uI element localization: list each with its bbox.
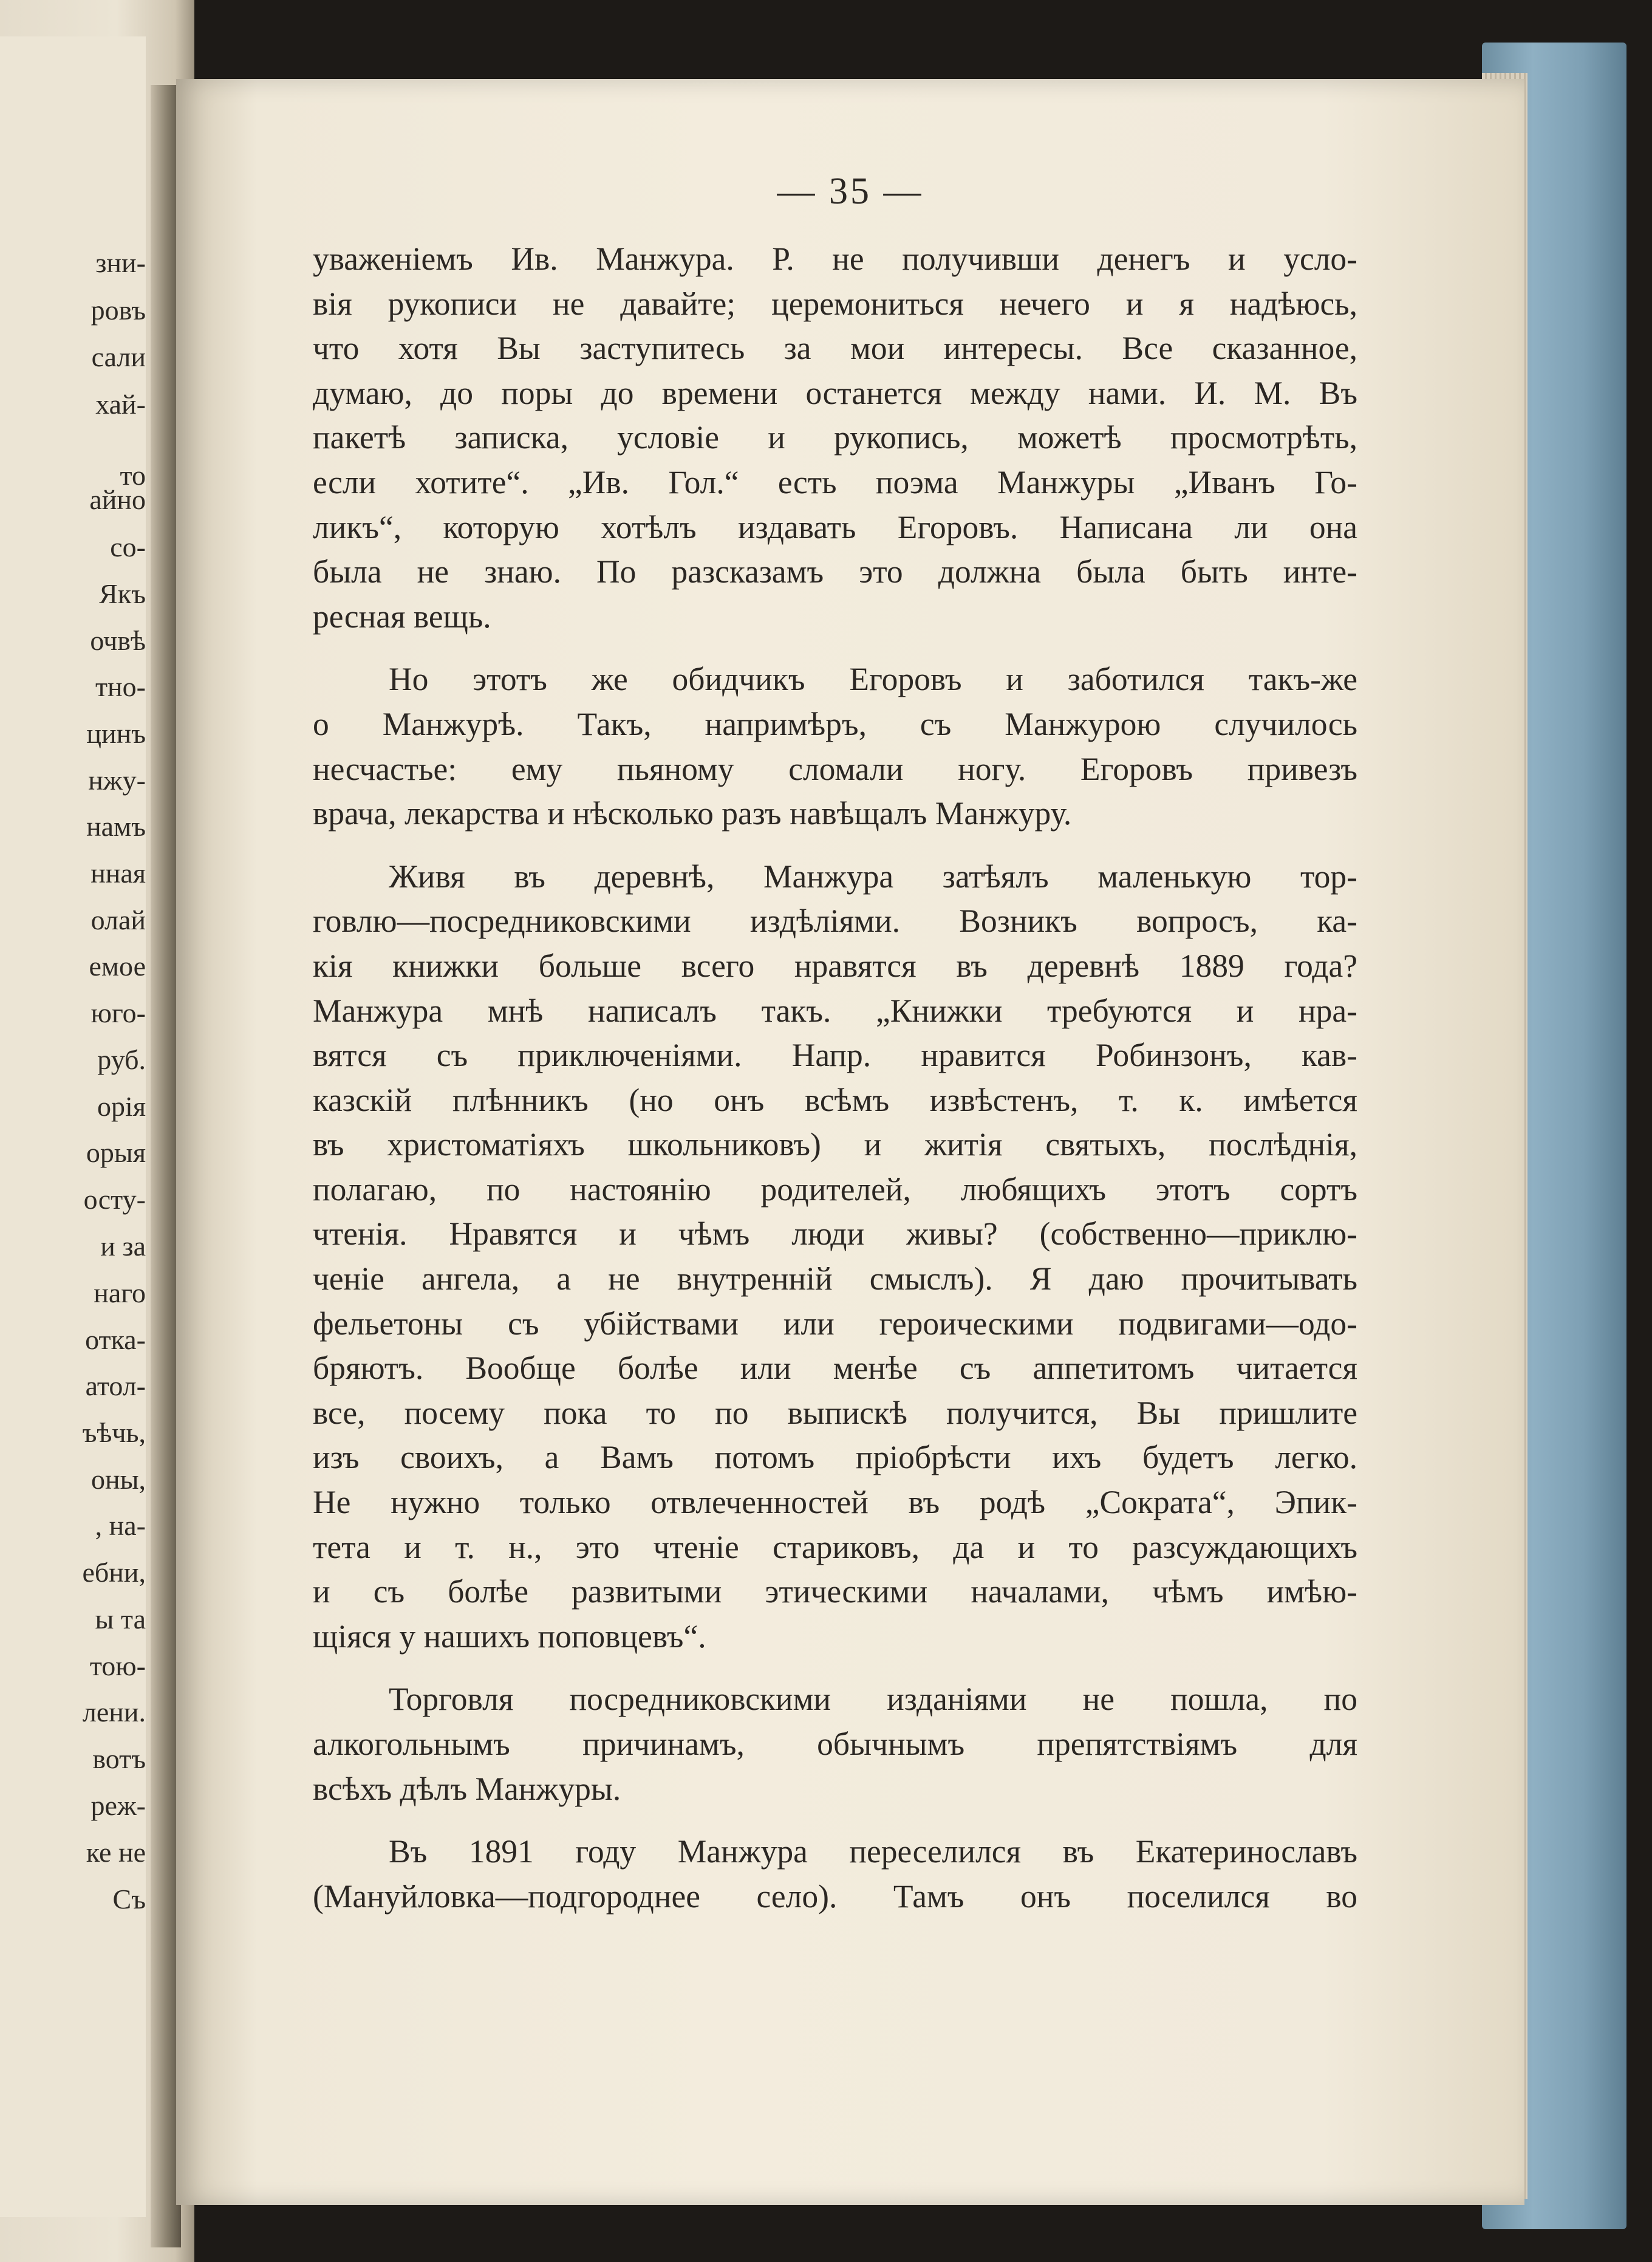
- left-page-fragment: оны,: [90, 1464, 146, 1495]
- text-line: ликъ“, которую хотѣлъ издавать Егоровъ. Написана ли она: [313, 508, 1357, 545]
- left-page-fragment: тно-: [95, 671, 146, 702]
- text-line: думаю, до поры до времени останется между нами. И. М. Въ: [313, 374, 1357, 411]
- text-line: въ христоматіяхъ школьниковъ) и житія святыхъ, послѣднія,: [313, 1126, 1357, 1163]
- left-page-fragment: то: [120, 460, 146, 491]
- left-page-fragment: руб.: [97, 1044, 146, 1075]
- text-line: пакетѣ записка, условіе и рукопись, можетѣ просмотрѣть,: [313, 419, 1357, 456]
- left-page-fragment: емое: [89, 951, 146, 982]
- left-page-fragment: цинъ: [86, 718, 146, 749]
- text-line: несчастье: ему пьяному сломали ногу. Егоровъ привезъ: [313, 750, 1357, 787]
- left-page-fragment: намъ: [86, 811, 146, 842]
- text-line: ченіе ангела, а не внутренній смыслъ). Я даю прочитывать: [313, 1260, 1357, 1297]
- text-line: изъ своихъ, а Вамъ потомъ пріобрѣсти ихъ будетъ легко.: [313, 1439, 1357, 1476]
- left-page-fragment: атол-: [85, 1370, 146, 1401]
- paragraph-gap: [313, 639, 1357, 657]
- text-line: о Манжурѣ. Такъ, напримѣръ, съ Манжурою случилось: [313, 705, 1357, 742]
- left-page-fragment: тою-: [89, 1650, 146, 1681]
- left-page-fragment: отка-: [85, 1324, 146, 1355]
- text-line: чтенія. Нравятся и чѣмъ люди живы? (собственно—приклю-: [313, 1215, 1357, 1252]
- left-page-fragment: Якъ: [99, 578, 146, 609]
- text-line: кія книжки больше всего нравятся въ деревнѣ 1889 года?: [313, 947, 1357, 984]
- left-page-fragment: сали: [91, 341, 146, 372]
- left-page-fragment: осту-: [83, 1184, 146, 1215]
- left-page-fragment: со-: [110, 531, 146, 562]
- left-page: [0, 0, 194, 2262]
- left-page-fragment: айно: [89, 484, 146, 515]
- paragraph-gap: [313, 1811, 1357, 1830]
- text-line: Манжура мнѣ написалъ такъ. „Книжки требуются и нра-: [313, 992, 1357, 1029]
- paragraph-gap: [313, 1659, 1357, 1677]
- left-page-fragment: Съ: [112, 1884, 146, 1915]
- text-line: фельетоны съ убійствами или героическими подвигами—одо-: [313, 1305, 1357, 1342]
- text-line: говлю—посредниковскими издѣліями. Возникъ вопросъ, ка-: [313, 903, 1357, 940]
- text-line: вятся съ приключеніями. Напр. нравится Робинзонъ, кав-: [313, 1037, 1357, 1074]
- text-line: что хотя Вы заступитесь за мои интересы. Все сказанное,: [313, 330, 1357, 367]
- text-line: Живя въ деревнѣ, Манжура затѣялъ маленькую тор-: [389, 858, 1357, 895]
- text-line: алкогольнымъ причинамъ, обычнымъ препятствіямъ для: [313, 1726, 1357, 1762]
- left-page-fragment: нжу-: [88, 765, 146, 796]
- left-page-fragment: олай: [90, 904, 146, 935]
- left-page-fragment: лени.: [82, 1696, 146, 1727]
- text-line: была не знаю. По разсказамъ это должна была быть инте-: [313, 553, 1357, 590]
- text-line: все, посему пока то по выпискѣ получится, Вы пришлите: [313, 1394, 1357, 1431]
- text-line: казскій плѣнникъ (но онъ всѣмъ извѣстенъ, т. к. имѣется: [313, 1081, 1357, 1118]
- text-line: щіяся у нашихъ поповцевъ“.: [313, 1618, 706, 1655]
- left-page-fragment: орыя: [86, 1137, 146, 1168]
- left-page-fragment: наго: [94, 1277, 146, 1308]
- text-line: Не нужно только отвлеченностей въ родѣ „Сократа“, Эпик-: [313, 1484, 1357, 1521]
- text-line: врача, лекарства и нѣсколько разъ навѣщалъ Манжуру.: [313, 795, 1072, 832]
- text-line: Но этотъ же обидчикъ Егоровъ и заботился такъ-же: [389, 661, 1357, 698]
- left-page-fragment: реж-: [90, 1790, 146, 1821]
- text-line: если хотите“. „Ив. Гол.“ есть поэма Манжуры „Иванъ Го-: [313, 463, 1357, 501]
- page-number: — 35 —: [777, 171, 924, 212]
- text-line: бряютъ. Вообще болѣе или менѣе съ аппетитомъ читается: [313, 1350, 1357, 1387]
- left-page-fragment: и за: [100, 1231, 146, 1262]
- left-page-fragment: ровъ: [90, 295, 146, 326]
- left-page-fragment: ы та: [95, 1604, 146, 1635]
- right-page: [176, 79, 1524, 2205]
- left-page-fragment: хай-: [95, 389, 146, 420]
- left-page-fragment: орія: [97, 1091, 146, 1122]
- left-page-fragment: очвѣ: [90, 625, 146, 656]
- left-page-fragment: , на-: [95, 1510, 146, 1541]
- left-page-fragment: нная: [90, 858, 146, 889]
- text-line: уваженіемъ Ив. Манжура. Р. не получивши денегъ и усло-: [313, 241, 1357, 277]
- left-page-fragment: вотъ: [92, 1743, 146, 1774]
- text-line: ресная вещь.: [313, 598, 491, 635]
- text-line: (Мануйловка—подгороднее село). Тамъ онъ поселился во: [313, 1878, 1357, 1915]
- paragraph-gap: [313, 836, 1357, 855]
- text-line: всѣхъ дѣлъ Манжуры.: [313, 1770, 621, 1807]
- text-line: вія рукописи не давайте; церемониться нечего и я надѣюсь,: [313, 285, 1357, 322]
- text-line: Торговля посредниковскими изданіями не пошла, по: [389, 1681, 1357, 1718]
- left-page-fragment: юго-: [90, 997, 146, 1028]
- text-line: и съ болѣе развитыми этическими началами, чѣмъ имѣю-: [313, 1573, 1357, 1610]
- left-page-fragment: ебни,: [82, 1557, 146, 1588]
- page-text: [313, 237, 1357, 1919]
- left-page-fragment: зни-: [95, 247, 146, 278]
- text-line: Въ 1891 году Манжура переселился въ Екатеринославъ: [389, 1833, 1357, 1870]
- text-line: полагаю, по настоянію родителей, любящихъ этотъ сортъ: [313, 1170, 1357, 1208]
- left-page-fragment: ке не: [86, 1837, 146, 1868]
- text-line: тета и т. н., это чтеніе стариковъ, да и то разсуждающихъ: [313, 1528, 1357, 1565]
- left-page-fragment: ъѣчь,: [82, 1417, 146, 1448]
